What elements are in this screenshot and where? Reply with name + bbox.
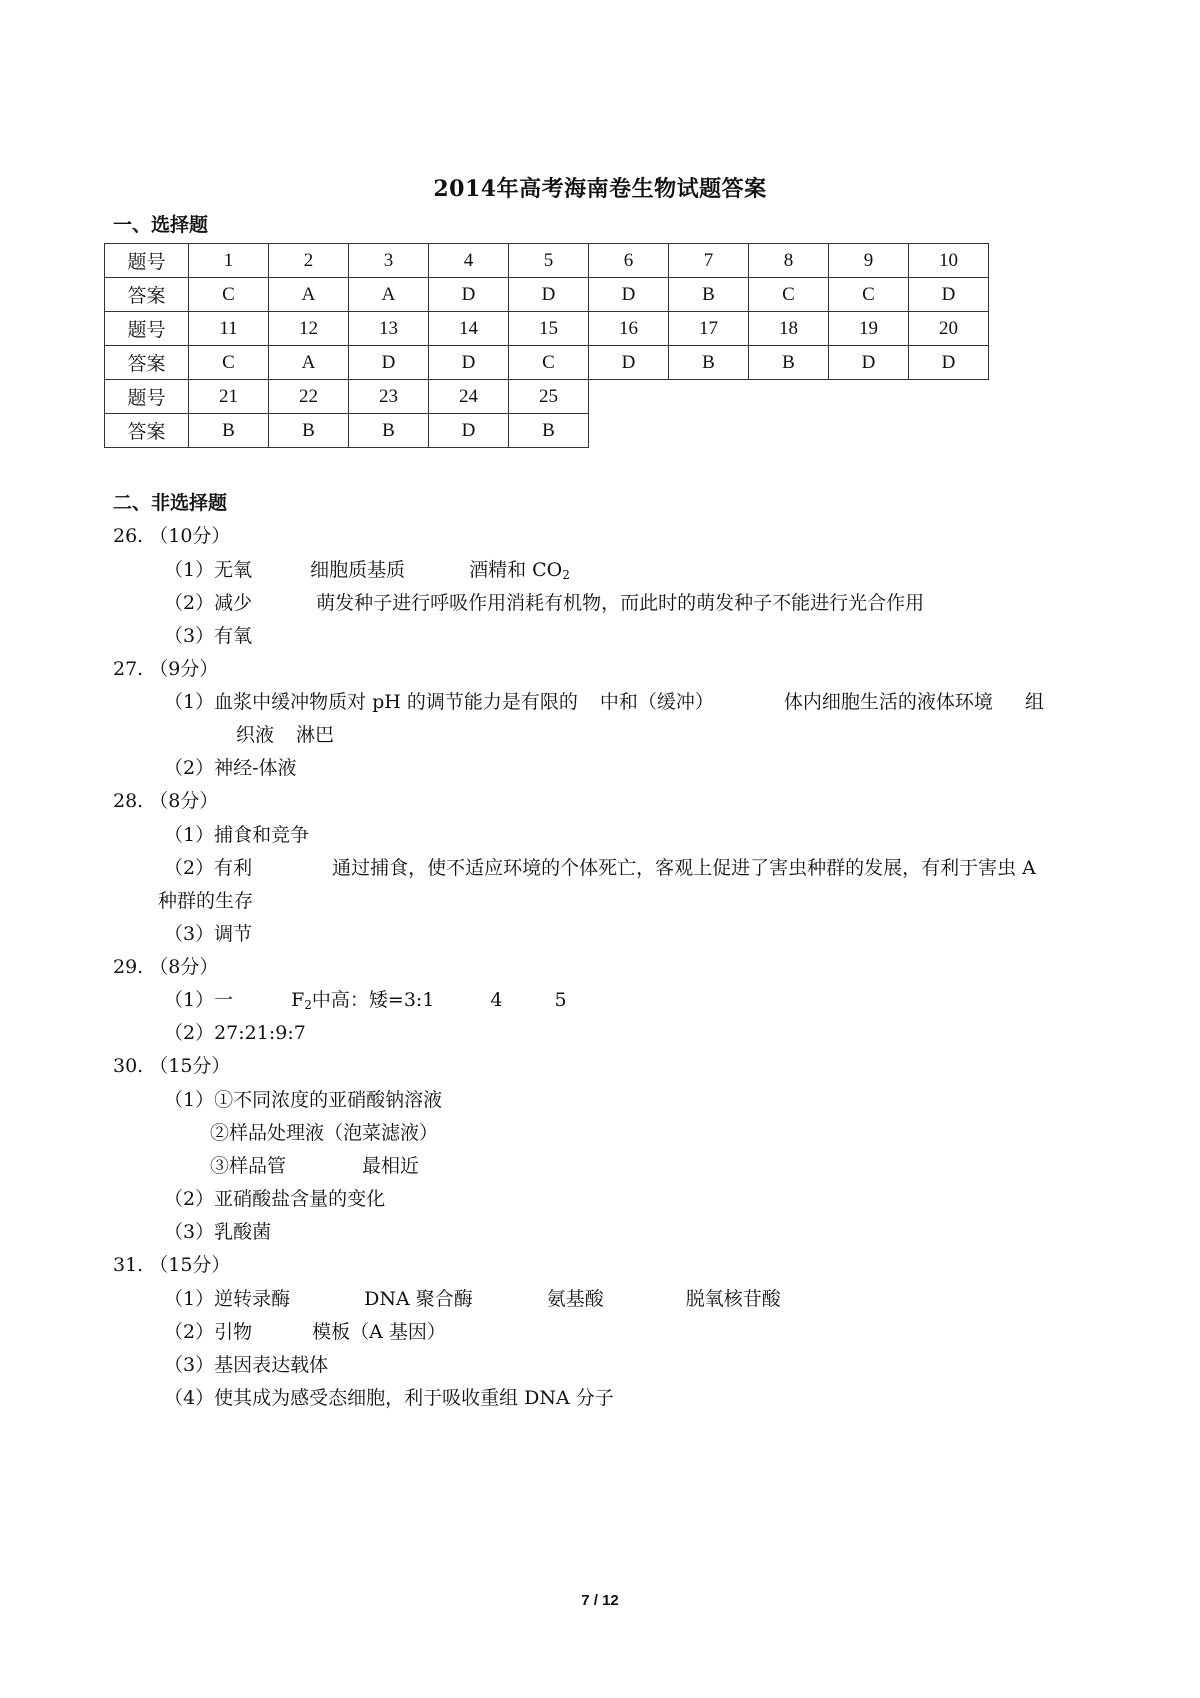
q26-answer-2: （2）减少 萌发种子进行呼吸作用消耗有机物，而此时的萌发种子不能进行光合作用: [164, 592, 925, 614]
q30-answer-1-2: ②样品处理液（泡菜滤液）: [210, 1122, 439, 1144]
table-answer-cell: D: [909, 278, 989, 312]
q27-answer-2: （2）神经-体液: [164, 757, 297, 779]
table-question-number: 13: [349, 312, 429, 346]
table-answer-cell: A: [269, 278, 349, 312]
table-question-number: 16: [589, 312, 669, 346]
q31-answer-4: （4）使其成为感受态细胞，利于吸收重组 DNA 分子: [164, 1387, 614, 1409]
table-empty-cell: [829, 414, 909, 448]
table-empty-cell: [669, 380, 749, 414]
table-empty-cell: [749, 380, 829, 414]
table-empty-cell: [589, 414, 669, 448]
q29-answer-1: （1）一 $F_2$中高：矮=3:1 4 5: [164, 989, 567, 1012]
table-answer-cell: B: [349, 414, 429, 448]
table-question-number: 17: [669, 312, 749, 346]
table-answer-cell: C: [829, 278, 909, 312]
table-question-number: 7: [669, 244, 749, 278]
table-row-answers: [105, 414, 989, 448]
table-question-number: 21: [189, 380, 269, 414]
table-answer-cell: D: [349, 346, 429, 380]
table-empty-cell: [909, 414, 989, 448]
q30-heading: 30. （15分）: [113, 1055, 231, 1077]
section-nonchoice-title: 二、非选择题: [113, 492, 228, 514]
table-answer-cell: D: [509, 278, 589, 312]
table-row-answers: [105, 278, 989, 312]
q26-answer-3: （3）有氧: [164, 625, 253, 647]
page-number: 7 / 12: [581, 1592, 619, 1609]
table-question-number: 18: [749, 312, 829, 346]
q28-answer-1: （1）捕食和竞争: [164, 824, 310, 846]
q27-answer-1-cont: 织液 淋巴: [236, 724, 335, 746]
table-row-answers: [105, 346, 989, 380]
table-row-label: 题号: [105, 244, 189, 278]
table-question-number: 9: [829, 244, 909, 278]
table-question-number: 12: [269, 312, 349, 346]
table-answer-cell: D: [429, 346, 509, 380]
table-empty-cell: [669, 414, 749, 448]
table-question-number: 20: [909, 312, 989, 346]
q29-answer-2: （2）27:21:9:7: [164, 1022, 306, 1044]
q31-heading: 31. （15分）: [113, 1254, 231, 1276]
table-question-number: 23: [349, 380, 429, 414]
q31-answer-1: （1）逆转录酶 DNA 聚合酶 氨基酸 脱氧核苷酸: [164, 1288, 781, 1310]
q30-answer-1: （1）①不同浓度的亚硝酸钠溶液: [164, 1089, 443, 1111]
q30-answer-3: （3）乳酸菌: [164, 1221, 272, 1243]
q29-heading: 29. （8分）: [113, 956, 219, 978]
table-answer-cell: B: [189, 414, 269, 448]
table-answer-cell: A: [269, 346, 349, 380]
table-answer-cell: B: [269, 414, 349, 448]
table-question-number: 4: [429, 244, 509, 278]
q31-answer-2: （2）引物 模板（A 基因）: [164, 1321, 446, 1343]
q30-answer-1-3: ③样品管 最相近: [210, 1155, 420, 1177]
table-question-number: 11: [189, 312, 269, 346]
table-answer-cell: D: [429, 278, 509, 312]
table-answer-cell: B: [509, 414, 589, 448]
table-question-number: 10: [909, 244, 989, 278]
table-question-number: 14: [429, 312, 509, 346]
q26-answer-1: （1）无氧 细胞质基质 酒精和 $CO_2$: [164, 559, 570, 582]
table-row-numbers: [105, 312, 989, 346]
table-answer-cell: C: [749, 278, 829, 312]
table-question-number: 1: [189, 244, 269, 278]
q31-answer-3: （3）基因表达载体: [164, 1354, 329, 1376]
q28-answer-3: （3）调节: [164, 923, 253, 945]
q28-answer-2-cont: 种群的生存: [158, 890, 254, 912]
table-question-number: 3: [349, 244, 429, 278]
table-answer-cell: D: [829, 346, 909, 380]
answer-table: [104, 243, 989, 448]
table-question-number: 2: [269, 244, 349, 278]
q28-heading: 28. （8分）: [113, 790, 219, 812]
table-row-label: 题号: [105, 312, 189, 346]
table-answer-cell: B: [669, 346, 749, 380]
table-row-label: 题号: [105, 380, 189, 414]
table-question-number: 15: [509, 312, 589, 346]
table-row-numbers: [105, 380, 989, 414]
table-question-number: 19: [829, 312, 909, 346]
table-answer-cell: B: [749, 346, 829, 380]
table-answer-cell: C: [509, 346, 589, 380]
table-question-number: 24: [429, 380, 509, 414]
table-answer-cell: B: [669, 278, 749, 312]
page-title: 2014年高考海南卷生物试题答案: [433, 176, 767, 202]
table-empty-cell: [909, 380, 989, 414]
table-answer-cell: D: [429, 414, 509, 448]
section-choice-title: 一、选择题: [113, 214, 209, 236]
table-question-number: 5: [509, 244, 589, 278]
table-answer-cell: C: [189, 278, 269, 312]
table-question-number: 22: [269, 380, 349, 414]
table-answer-cell: A: [349, 278, 429, 312]
table-question-number: 6: [589, 244, 669, 278]
table-row-label: 答案: [105, 414, 189, 448]
table-answer-cell: D: [589, 346, 669, 380]
table-question-number: 25: [509, 380, 589, 414]
q27-heading: 27. （9分）: [113, 658, 219, 680]
table-row-numbers: [105, 244, 989, 278]
table-row-label: 答案: [105, 346, 189, 380]
table-empty-cell: [589, 380, 669, 414]
table-row-label: 答案: [105, 278, 189, 312]
table-answer-cell: D: [909, 346, 989, 380]
q26-heading: 26. （10分）: [113, 525, 231, 547]
table-answer-cell: D: [589, 278, 669, 312]
table-empty-cell: [749, 414, 829, 448]
q30-answer-2: （2）亚硝酸盐含量的变化: [164, 1188, 386, 1210]
q28-answer-2: （2）有利 通过捕食，使不适应环境的个体死亡，客观上促进了害虫种群的发展，有利于害虫 A: [164, 857, 1036, 879]
q27-answer-1: （1）血浆中缓冲物质对 pH 的调节能力是有限的 中和（缓冲） 体内细胞生活的液体环境 组: [164, 691, 1044, 713]
table-question-number: 8: [749, 244, 829, 278]
table-empty-cell: [829, 380, 909, 414]
table-answer-cell: C: [189, 346, 269, 380]
